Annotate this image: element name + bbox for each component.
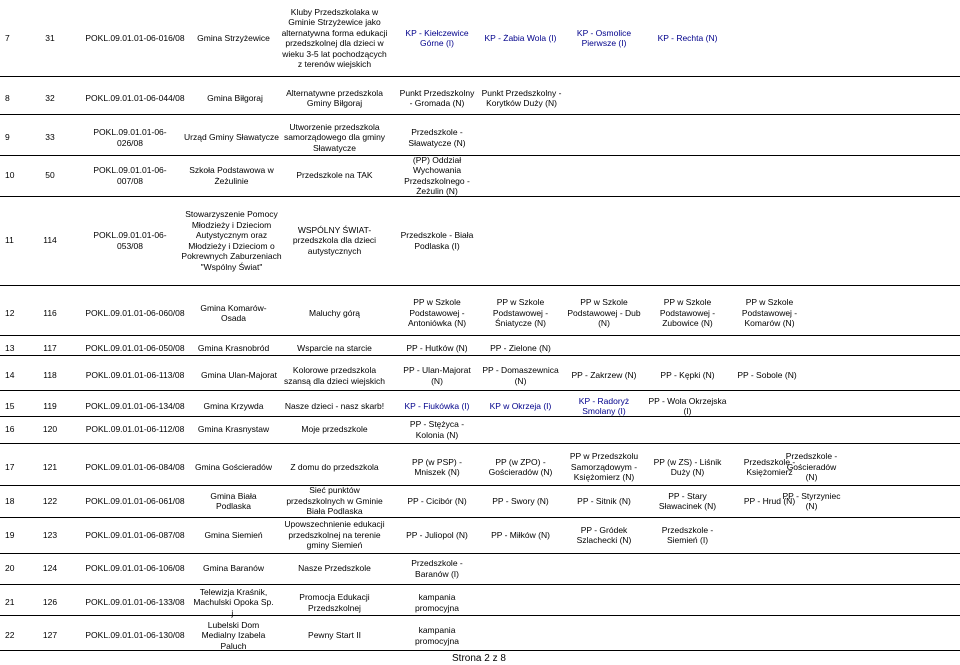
table-row [0,341,960,355]
table-cell-site-2: PP (w ZPO) - Gościeradów (N) [488,456,553,477]
table-row [0,449,960,485]
table-cell-record-number: 122 [42,495,58,506]
table-cell-site-3: PP - Zakrzew (N) [571,370,637,381]
table-cell-site-1: PP - Juliopol (N) [406,529,468,540]
table-cell-lp-number: 11 [5,235,14,246]
table-cell-lp-number: 10 [5,170,15,181]
table-row [0,621,960,650]
table-cell-beneficiary-name: Gmina Biała Podlaska [210,490,257,511]
table-cell-project-title: Z domu do przedszkola [290,461,379,472]
table-cell-site-1: KP - Kiełczewice Górne (I) [405,27,469,48]
table-cell-project-code: POKL.09.01.01-06-044/08 [85,92,185,103]
page-footer: Strona 2 z 8 [452,653,506,664]
table-row [0,155,960,196]
table-cell-beneficiary-name: Gmina Siemień [204,529,263,540]
table-cell-project-title: Sieć punktów przedszkolnych w Gminie Biała Podlaska [286,485,383,517]
table-cell-beneficiary-name: Gmina Baranów [203,563,264,574]
table-cell-site-4: PP w Szkole Podstawowej - Zubowice (N) [659,297,716,329]
table-cell-record-number: 117 [43,342,57,353]
table-cell-lp-number: 18 [5,495,15,506]
table-cell-site-1: PP w Szkole Podstawowej - Antoniówka (N) [407,297,467,329]
table-row [0,120,960,155]
table-cell-project-code: POKL.09.01.01-06-007/08 [93,165,167,186]
table-cell-lp-number: 17 [5,461,15,472]
table-cell-site-3: PP - Gródek Szlachecki (N) [576,524,632,545]
table-cell-site-4: PP (w ZS) - Liśnik Duży (N) [653,456,722,477]
table-cell-site-5: PP w Szkole Podstawowej - Komarów (N) [741,297,798,329]
table-cell-site-2: PP - Domaszewnica (N) [482,365,559,386]
table-cell-lp-number: 7 [5,32,10,43]
table-cell-beneficiary-name: Gmina Strzyżewice [197,32,270,43]
table-cell-project-code: POKL.09.01.01-06-134/08 [85,400,185,411]
table-cell-project-title: Przedszkole na TAK [296,170,373,181]
table-cell-site-1: kampania promocyjna [415,625,459,646]
table-cell-site-3: Punkt Przedszkolny - Korytków Duży (N) [481,87,562,108]
table-cell-project-code: POKL.09.01.01-06-130/08 [85,630,185,641]
table-cell-beneficiary-name: Gmina Ulan-Majorat [200,370,278,381]
table-cell-project-title: Pewny Start II [308,630,361,641]
table-row [0,396,960,416]
table-cell-lp-number: 8 [5,92,10,103]
table-cell-project-title: Kolorowe przedszkola szansą dla dzieci wiejskich [283,365,386,386]
table-cell-beneficiary-name: Gmina Krzywda [203,400,264,411]
table-cell-site-3: KP - Osmolice Pierwsze (I) [576,27,632,48]
table-cell-site-4: PP - Stary Sławacinek (N) [658,490,717,511]
table-cell-site-1: Przedszkole - Baranów (I) [411,558,463,579]
table-cell-project-code: POKL.09.01.01-06-084/08 [85,461,185,472]
table-cell-record-number: 127 [42,630,58,641]
table-cell-project-code: POKL.09.01.01-06-087/08 [85,529,185,540]
table-cell-project-title: Utworzenie przedszkola samorządowego dla gminy Sławatycze [283,121,386,153]
table-cell-site-4: PP - Kępki (N) [660,370,715,381]
table-cell-site-1: Alternatywne przedszkola Gminy Biłgoraj [286,87,383,108]
table-cell-beneficiary-name: Telewizja Kraśnik, Machulski Opoka Sp. j. [193,586,274,618]
table-row [0,361,960,390]
table-cell-lp-number: 19 [5,529,15,540]
table-cell-site-1: Przedszkole - Sławatycze (N) [408,127,466,148]
table-cell-project-title: Wsparcie na starcie [297,342,372,353]
table-cell-site-2: PP w Szkole Podstawowej - Śniatycze (N) [492,297,549,329]
table-cell-beneficiary-name: Gmina Gościeradów [194,461,272,472]
table-cell-beneficiary-name: Gmina Krasnystaw [197,424,270,435]
table-cell-site-3: PP - Sitnik (N) [577,495,631,506]
table-cell-record-number: 119 [43,400,57,411]
table-cell-project-code: POKL.09.01.01-06-050/08 [85,342,185,353]
table-cell-project-title: Maluchy górą [308,307,361,318]
table-cell-record-number: 31 [45,32,55,43]
table-cell-record-number: 50 [45,170,55,181]
table-cell-site-1: PP - Cicibór (N) [407,495,467,506]
table-cell-site-1: KP - Fiukówka (I) [404,400,470,411]
table-cell-site-4: KP - Rechta (N) [657,32,718,43]
table-cell-site-3: PP w Przedszkolu Samorządowym - Księżomierz (N) [569,451,639,483]
table-cell-lp-number: 16 [5,424,15,435]
table-cell-lp-number: 9 [5,132,10,143]
table-cell-lp-number: 13 [5,342,15,353]
table-cell-site-2: Punkt Przedszkolny - Gromada (N) [399,87,475,108]
table-row [0,517,960,553]
table-cell-project-code: POKL.09.01.01-06-106/08 [85,563,185,574]
table-cell-record-number: 120 [42,424,58,435]
table-cell-project-code: POKL.09.01.01-06-133/08 [85,597,185,608]
table-cell-site-1: PP (w PSP) - Mniszek (N) [412,456,462,477]
table-cell-beneficiary-name: Gmina Komarów-Osada [200,302,267,323]
table-cell-lp-number: 21 [5,597,15,608]
table-cell-site-2: PP - Miłków (N) [491,529,550,540]
table-cell-beneficiary-name: Lubelski Dom Medialny Izabela Paluch [201,619,266,651]
table-cell-project-code: POKL.09.01.01-06-113/08 [85,370,185,381]
table-cell-project-code: POKL.09.01.01-06-060/08 [85,307,185,318]
table-cell-project-code: POKL.09.01.01-06-026/08 [93,127,167,148]
table-cell-project-title: WSPÓLNY ŚWIAT- przedszkola dla dzieci autystycznych [292,224,377,256]
table-cell-lp-number: 15 [5,400,15,411]
table-cell-project-title: Nasze dzieci - nasz skarb! [284,400,385,411]
table-cell-project-title: Nasze Przedszkole [298,563,371,574]
table-cell-site-5: PP - Sobole (N) [737,370,797,381]
table-cell-site-5: PP - Hrud (N) [743,495,796,506]
table-row [0,82,960,114]
table-cell-site-1: PP - Ulan-Majorat (N) [403,365,471,386]
table-cell-site-1: Przedszkole - Biała Podlaska (I) [400,230,474,251]
table-cell-site-1: (PP) Oddział Wychowania Przedszkolnego - Żeżulin (N) [404,154,470,196]
table-cell-lp-number: 12 [5,307,15,318]
table-cell-project-title: Kluby Przedszkolaka w Gminie Strzyżewice jako alternatywna forma edukacji przedszkolnej dla dzieci w wieku 3-5 lat pochodzących z terenów wiejskich [281,6,388,69]
table-row [0,0,960,76]
table-cell-site-1: PP - Hutków (N) [406,342,468,353]
table-cell-record-number: 118 [43,370,57,381]
table-cell-site-2: KP - Żabia Wola (I) [484,32,557,43]
table-cell-project-code: POKL.09.01.01-06-112/08 [85,424,185,435]
table-cell-site-5: Przedszkole - Księżomierz [743,456,796,477]
table-cell-site-1: kampania promocyjna [415,592,459,613]
table-cell-beneficiary-name: Gmina Biłgoraj [207,92,263,103]
table-cell-project-code: POKL.09.01.01-06-061/08 [85,495,185,506]
table-cell-beneficiary-name: Urząd Gminy Sławatycze [184,132,279,143]
table-cell-site-4: PP - Wola Okrzejska (I) [648,395,727,416]
table-cell-project-code: POKL.09.01.01-06-016/08 [85,32,185,43]
table-cell-beneficiary-name: Gmina Krasnobród [197,342,270,353]
table-cell-site-6: Przedszkole - Gościeradów (N) [785,451,838,483]
table-row [0,291,960,335]
table-cell-beneficiary-name: Stowarzyszenie Pomocy Młodzieży i Dzieciom Autystycznym oraz Młodzieży i Dzieciom o Pokrewnych Zaburzeniach "Wspólny Świat" [181,209,282,272]
table-cell-site-2: PP - Swory (N) [492,495,549,506]
table-cell-lp-number: 14 [5,370,15,381]
table-cell-record-number: 32 [45,92,55,103]
table-cell-record-number: 114 [43,235,57,246]
table-cell-record-number: 123 [42,529,58,540]
table-cell-site-1: PP - Stężyca - Kolonia (N) [409,419,465,440]
table-row [0,485,960,517]
table-row [0,196,960,285]
table-cell-record-number: 116 [43,307,57,318]
table-row [0,416,960,443]
table-cell-project-code: POKL.09.01.01-06-053/08 [93,230,167,251]
table-cell-beneficiary-name: Szkoła Podstawowa w Żeżulinie [189,165,274,186]
table-cell-site-3: PP w Szkole Podstawowej - Dub (N) [567,297,641,329]
table-cell-record-number: 124 [42,563,58,574]
table-cell-site-3: KP - Radoryż Smolany (I) [578,395,630,416]
table-cell-project-title: Upowszechnienie edukacji przedszkolnej na terenie gminy Siemień [284,519,385,551]
table-cell-lp-number: 22 [5,630,15,641]
table-cell-site-2: KP w Okrzeja (I) [489,400,552,411]
table-cell-site-2: PP - Zielone (N) [490,342,551,353]
table-cell-project-title: Promocja Edukacji Przedszkolnej [299,592,370,613]
table-row [0,586,960,618]
table-cell-record-number: 126 [42,597,58,608]
table-cell-record-number: 121 [42,461,58,472]
table-cell-project-title: Moje przedszkole [301,424,368,435]
table-cell-record-number: 33 [45,132,55,143]
table-cell-site-6: PP - Styrzyniec (N) [782,490,841,511]
table-cell-site-4: Przedszkole - Siemień (I) [661,524,714,545]
table-cell-lp-number: 20 [5,563,15,574]
table-row [0,553,960,584]
